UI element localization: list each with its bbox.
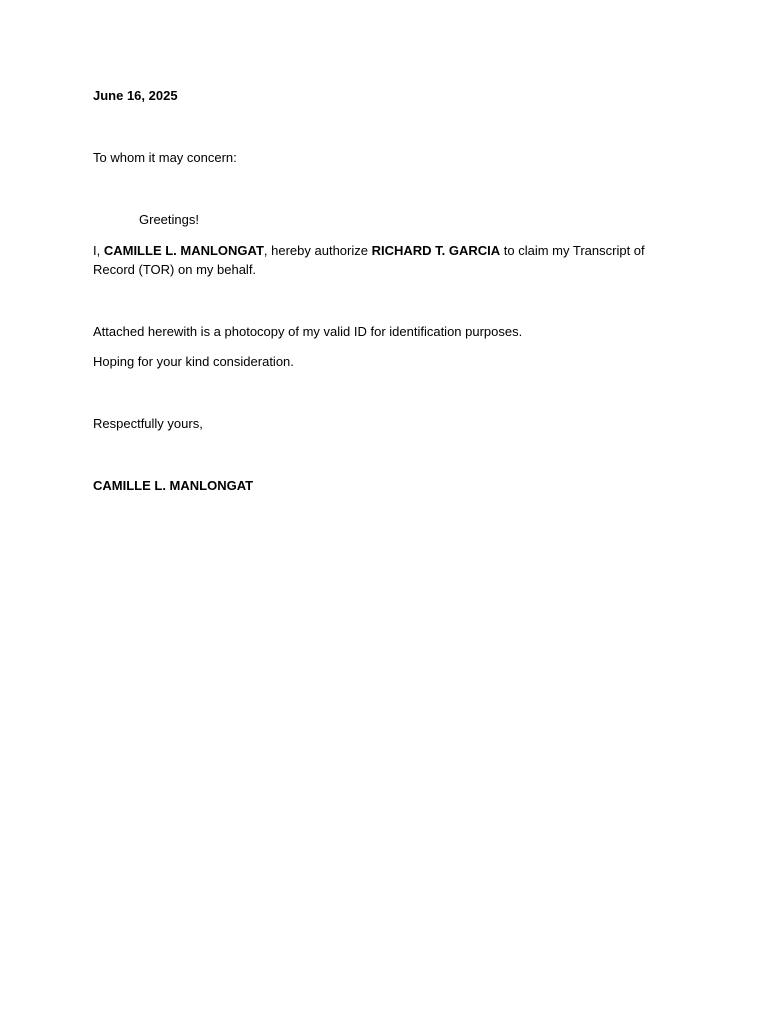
- authorization-paragraph: [93, 241, 673, 279]
- signature-name: CAMILLE L. MANLONGAT: [93, 478, 254, 493]
- complimentary-closing: Respectfully yours,: [93, 416, 203, 431]
- representative-name: RICHARD T. GARCIA: [371, 243, 501, 258]
- letter-date: June 16, 2025: [93, 88, 178, 103]
- authorization-suffix: to claim my Transcript of Record (TOR) on my behalf.: [93, 243, 645, 277]
- letter-greeting: Greetings!: [139, 212, 199, 227]
- attachment-statement: Attached herewith is a photocopy of my valid ID for identification purposes.: [93, 324, 523, 339]
- authorization-middle: , hereby authorize: [263, 243, 372, 258]
- principal-name: CAMILLE L. MANLONGAT: [103, 243, 264, 258]
- letter-salutation: To whom it may concern:: [93, 150, 237, 165]
- consideration-statement: Hoping for your kind consideration.: [93, 354, 294, 369]
- authorization-prefix: I,: [93, 243, 104, 258]
